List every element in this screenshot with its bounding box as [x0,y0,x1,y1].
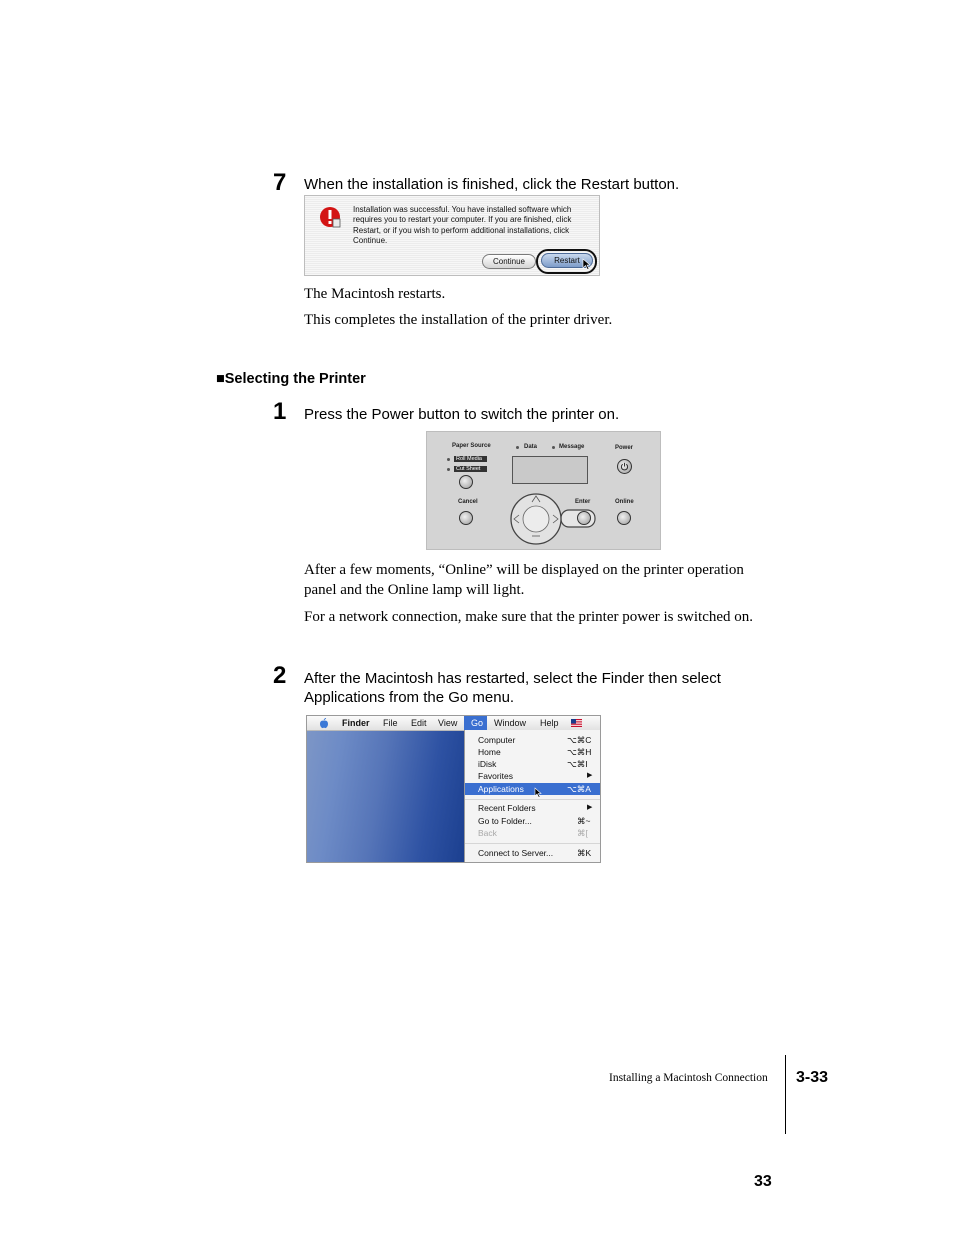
menu-window[interactable]: Window [494,718,527,728]
paper-source-label: Paper Source [452,443,491,449]
dialog-message: Installation was successful. You have installed software which requires you to restart your computer. If you are finished, click Restart, or if you wish to perform additional installations, click Continue. [353,205,572,246]
go-menu-item-home[interactable]: Home ⌥⌘H [478,747,592,757]
data-label: Data [524,444,538,450]
online-label: Online [615,499,634,505]
power-label: Power [615,445,634,451]
menu-separator [465,799,601,800]
us-flag-icon[interactable] [571,719,582,727]
go-menu-item-idisk[interactable]: iDisk ⌥⌘I [478,759,588,769]
menu-edit[interactable]: Edit [411,718,427,728]
enter-button[interactable] [577,511,591,525]
step-instruction: When the installation is finished, click the Restart button. [304,176,680,193]
go-menu-dropdown [464,730,601,862]
step-number: 1 [273,398,287,425]
step-note: The Macintosh restarts. [304,286,446,302]
menu-finder[interactable]: Finder [342,718,370,728]
menu-help[interactable]: Help [540,718,559,728]
go-menu-item-applications[interactable]: Applications ⌥⌘A [465,783,601,795]
message-label: Message [559,444,585,450]
desktop-background [307,731,465,862]
mouse-pointer-icon [534,787,542,798]
footer-page-ref: 3-33 [796,1069,829,1086]
footer-divider [785,1055,786,1134]
step-note: For a network connection, make sure that the printer power is switched on. [304,609,754,625]
step-number: 2 [273,662,287,689]
step-note: This completes the installation of the printer driver. [304,312,613,328]
roll-media-label: Roll Media [454,456,487,462]
menu-view[interactable]: View [438,718,458,728]
go-menu-item-back: Back ⌘[ [478,828,588,838]
go-menu-item-recent-folders[interactable]: Recent Folders ▶ [478,803,593,813]
enter-label: Enter [575,499,591,505]
message-lamp [552,446,555,449]
go-menu-item-favorites[interactable]: Favorites ▶ [478,771,593,781]
step-number: 7 [273,169,287,196]
lcd-display [512,456,588,484]
footer-section-title: Installing a Macintosh Connection [609,1072,768,1084]
step-instruction: Press the Power button to switch the printer on. [304,406,620,423]
cut-sheet-lamp [447,468,450,471]
cancel-button[interactable] [459,511,473,525]
go-menu-item-go-to-folder[interactable]: Go to Folder... ⌘~ [478,816,591,826]
step-instruction: After the Macintosh has restarted, select the Finder then select Applications from the Go menu. [304,670,721,706]
menu-bar [307,716,600,731]
paper-source-button[interactable] [459,475,473,489]
apple-icon[interactable] [319,718,329,729]
power-icon [620,462,629,471]
section-bullet: ■ [216,371,225,387]
section-title: Selecting the Printer [224,371,366,387]
restart-dialog-screenshot [304,195,600,276]
alert-icon [319,206,341,228]
printer-operation-panel [426,431,661,550]
go-menu-item-computer[interactable]: Computer ⌥⌘C [478,735,592,745]
continue-button[interactable]: Continue [482,254,536,269]
go-menu-item-connect-to-server[interactable]: Connect to Server... ⌘K [478,848,592,858]
menu-separator [465,843,601,844]
roll-media-lamp [447,458,450,461]
online-button[interactable] [617,511,631,525]
cut-sheet-label: Cut Sheet [454,466,487,472]
power-button[interactable] [617,459,632,474]
cancel-label: Cancel [458,499,478,505]
restart-button[interactable]: Restart [541,253,593,268]
step-note: After a few moments, “Online” will be displayed on the printer operation panel and the Online lamp will light. [304,562,744,598]
section-heading [216,370,366,388]
page-number: 33 [754,1173,772,1190]
data-lamp [516,446,519,449]
finder-go-menu-screenshot [306,715,601,863]
mouse-pointer-icon [582,258,591,270]
menu-file[interactable]: File [383,718,398,728]
menu-go[interactable]: Go [471,718,484,728]
